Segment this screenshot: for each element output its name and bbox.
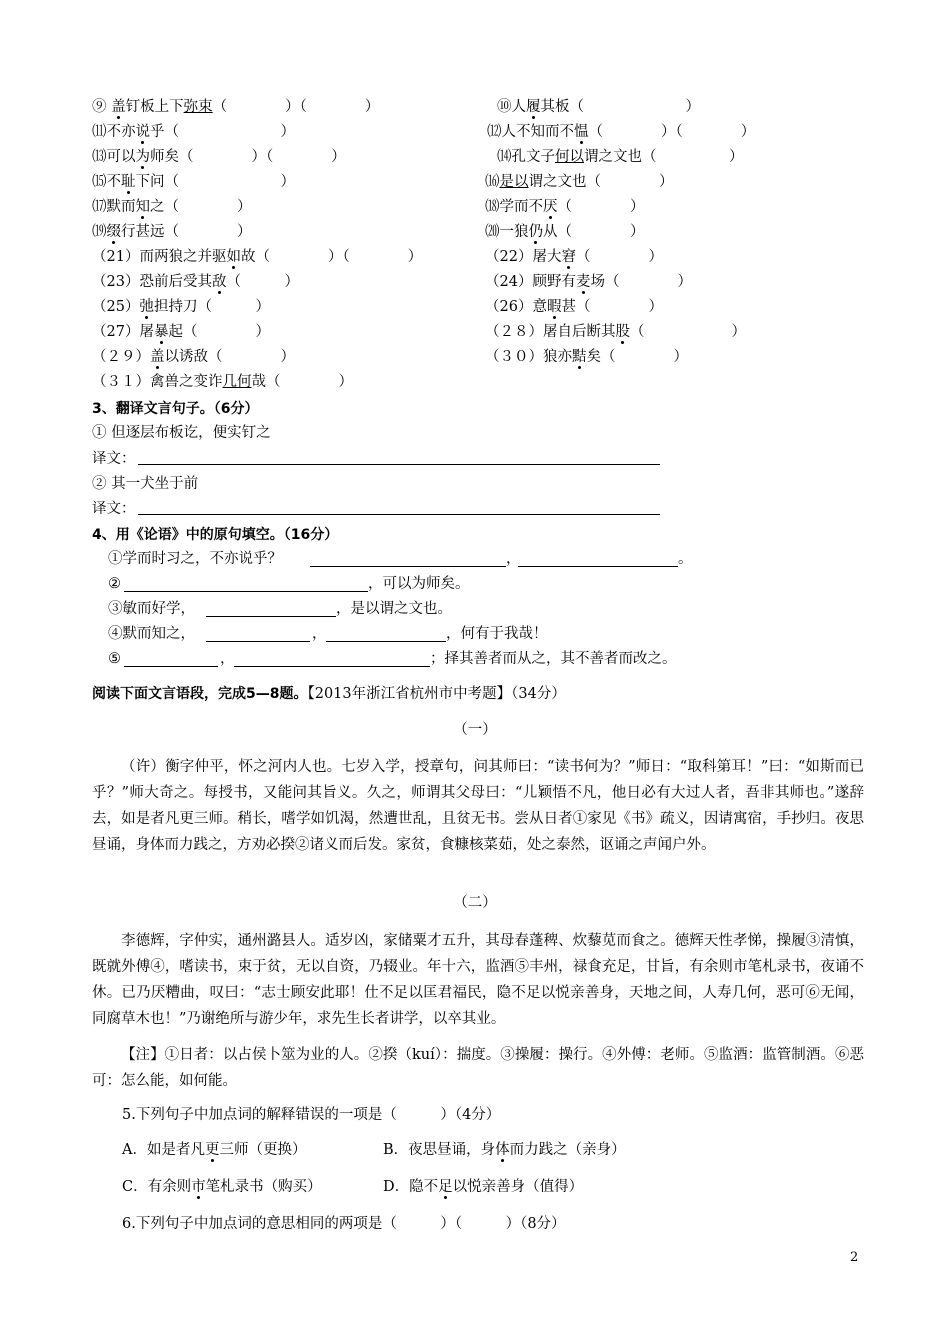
- vocab-item-23: （23）恐前后受其敌（ ）: [92, 274, 299, 290]
- vocab-item-16: ⒃是以谓之文也（ ）: [485, 174, 674, 190]
- q4-line-3-suffix: ，是以谓之文也。: [336, 601, 452, 617]
- q4-line-2-suffix: ，可以为师矣。: [368, 576, 470, 592]
- vocab-item-11: ⑾不亦说乎（ ）: [92, 124, 295, 140]
- vocab-item-30: （３０）狼亦黠矣（ ）: [485, 349, 688, 365]
- vocab-item-29: （２９）盖以诱敌（ ）: [92, 349, 295, 365]
- q4-blank-1a[interactable]: [310, 566, 506, 567]
- q4-blank-3[interactable]: [206, 616, 336, 617]
- vocab-item-31: （３１）禽兽之变诈几何哉（ ）: [92, 374, 353, 390]
- q4-line-4-prefix: ④默而知之，: [108, 626, 195, 642]
- q4-blank-5b[interactable]: [234, 666, 430, 667]
- page-number: 2: [850, 1250, 859, 1265]
- reading-intro: [92, 684, 566, 704]
- q4-line-5-prefix: ⑤: [108, 651, 121, 667]
- vocab-item-9: ⑨ 盖钉板上下弥束（ ）（ ）: [92, 99, 380, 115]
- q4-line-3-prefix: ③敏而好学，: [108, 601, 195, 617]
- vocab-item-19: ⒆缀行甚远（ ）: [92, 224, 252, 240]
- reading-intro-bold: 阅读下面文言语段，完成5—8题。: [92, 686, 308, 702]
- q4-title: 4、用《论语》中的原句填空。（16分）: [92, 527, 339, 543]
- passage-1-heading: （一）: [453, 722, 497, 738]
- q5-option-d[interactable]: D．隐不足以悦亲善身（值得）: [383, 1179, 584, 1195]
- q3-answer-line-1[interactable]: [138, 464, 660, 465]
- q3-translation-label-2: 译文：: [92, 501, 136, 517]
- q4-line-4-suffix: ，何有于我哉！: [446, 626, 548, 642]
- q3-sentence-2: ② 其一犬坐于前: [92, 476, 199, 492]
- vocab-item-27: （27）屠暴起（ ）: [92, 324, 270, 340]
- reading-intro-source: 【2013年浙江省杭州市中考题】（34分）: [307, 686, 566, 702]
- q4-blank-4a[interactable]: [206, 641, 310, 642]
- q4-blank-1b[interactable]: [518, 566, 678, 567]
- passage-1: （许）衡字仲平，怀之河内人也。七岁入学，授章句，问其师曰：“读书何为？”师日：“取科第耳！”曰：“如斯而已乎？”师大奇之。每授书，又能问其旨义。久之，师谓其父母曰：“儿颖悟不凡，他日必有大过人者，吾非其师也。”遂辞去，如是者凡更三师。稍长，嗜学如饥渴，然遭世乱，且贫无书。尝从日者①家见《书》疏义，因请寓宿，手抄归。夜思昼诵，身体而力践之，方劝必揆②诸义而后发。家贫，食糠核菜茹，处之泰然，讴诵之声闻户外。: [92, 759, 864, 853]
- vocab-item-20: ⒇一狼仍从（ ）: [485, 224, 645, 240]
- q4-line-2-prefix: ②: [108, 576, 121, 592]
- q5-option-c[interactable]: C．有余则市笔札录书（购买）: [122, 1179, 322, 1195]
- vocab-item-18: ⒅学而不厌（ ）: [485, 199, 645, 215]
- q4-blank-4b[interactable]: [326, 641, 446, 642]
- vocab-item-24: （24）顾野有麦场（ ）: [485, 274, 692, 290]
- q6-stem: 6.下列句子中加点词的意思相同的两项是（ ）（ ）（8分）: [122, 1216, 566, 1232]
- vocab-item-10: ⑩人履其板（ ）: [497, 99, 700, 115]
- annotation-note: 【注】①日者：以占侯卜筮为业的人。②揆（kuí）：揣度。③操履：操行。④外傅：老师。⑤监酒：监管制酒。⑥恶可：怎么能，如何能。: [92, 1047, 864, 1089]
- q4-blank-5a[interactable]: [124, 666, 218, 667]
- vocab-item-13: ⒀可以为师矣（ ）（ ）: [92, 149, 346, 165]
- q5-stem: 5.下列句子中加点词的解释错误的一项是（ ）（4分）: [122, 1107, 501, 1123]
- q4-line-1-comma: ，: [506, 551, 521, 567]
- q5-option-a[interactable]: A．如是者凡更三师（更换）: [122, 1142, 307, 1158]
- q4-line-5-comma: ，: [220, 651, 235, 667]
- passage-2-heading: （二）: [453, 895, 497, 911]
- q5-option-b[interactable]: B．夜思昼诵，身体而力践之（亲身）: [383, 1142, 626, 1158]
- vocab-item-22: （22）屠大窘（ ）: [485, 249, 663, 265]
- q3-title: 3、翻译文言句子。（6分）: [92, 401, 259, 417]
- q4-line-1-period: 。: [678, 551, 693, 567]
- q4-line-5-suffix: ；择其善者而从之，其不善者而改之。: [430, 651, 677, 667]
- q4-line-4-comma: ，: [312, 626, 327, 642]
- vocab-item-15: ⒂不耻下问（ ）: [92, 174, 295, 190]
- vocab-item-26: （26）意暇甚（ ）: [485, 299, 663, 315]
- vocab-item-21: （21）而两狼之并驱如故（ ）（ ）: [92, 249, 423, 265]
- q3-answer-line-2[interactable]: [138, 514, 660, 515]
- vocab-item-25: （25）弛担持刀（ ）: [92, 299, 270, 315]
- q3-translation-label-1: 译文：: [92, 451, 136, 467]
- q3-sentence-1: ① 但逐层布板讫，便实钉之: [92, 425, 271, 441]
- vocab-item-28: （２８）屠自后断其股（ ）: [485, 324, 746, 340]
- q4-line-1-prefix: ①学而时习之，不亦说乎？: [108, 551, 282, 567]
- passage-2: 李德辉，字仲实，通州潞县人。适岁凶，家储粟才五升，其母春蓬稗、炊藜苋而食之。德辉天性孝悌，操履③清慎，既就外傅④，嗜读书，束于贫，无以自资，乃辍业。年十六，监酒⑤丰州，禄食充足，甘旨，有余则市笔札录书，夜诵不休。已乃厌糟曲，叹曰：“志士顾安此耶！仕不足以匡君福民，隐不足以悦亲善身，天地之间，人寿几何，恶可⑥无闻，同腐草木也！”乃谢绝所与游少年，求先生长者讲学，以卒其业。: [92, 933, 864, 1027]
- vocab-item-12: ⑿人不知而不愠（ ）（ ）: [487, 124, 756, 140]
- q4-blank-2[interactable]: [124, 591, 368, 592]
- vocab-item-17: ⒄默而知之（ ）: [92, 199, 252, 215]
- vocab-item-14: ⒁孔文子何以谓之文也（ ）: [497, 149, 744, 165]
